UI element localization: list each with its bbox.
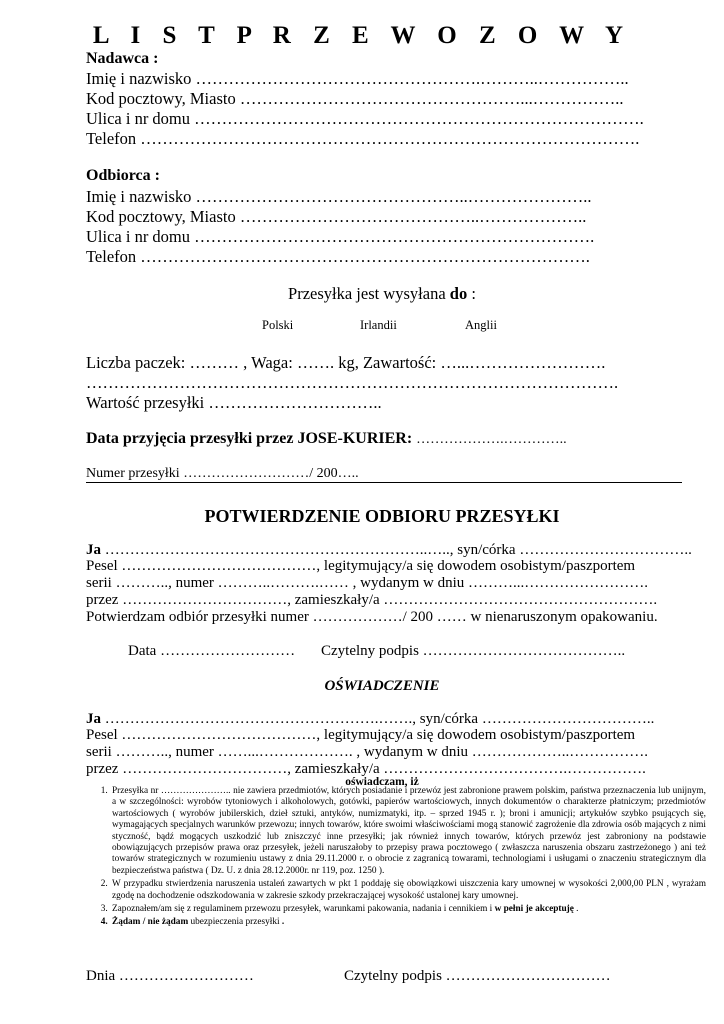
- footer-date-field[interactable]: Dnia ………………………: [86, 968, 254, 984]
- confirmation-statement[interactable]: Potwierdzam odbiór przesyłki numer ………………/ 200 …… w nienaruszonym opakowaniu.: [86, 609, 658, 625]
- term-item-4[interactable]: 4. Żądam / nie żądam ubezpieczenia przesyłki .: [110, 917, 706, 928]
- confirmation-signature-field[interactable]: Czytelny podpis …………………………………..: [321, 643, 626, 659]
- document-title: L I S T P R Z E W O Z O W Y: [92, 22, 632, 49]
- recipient-name-field[interactable]: Imię i nazwisko …………………………………………..…………………..: [86, 187, 592, 206]
- declaration-terms-list: [86, 786, 706, 931]
- destination-label: Przesyłka jest wysyłana do :: [288, 284, 476, 303]
- declaration-statement: oświadczam, iż: [345, 776, 419, 788]
- destination-option-england[interactable]: Anglii: [465, 318, 497, 332]
- package-details-field[interactable]: Liczba paczek: ……… , Waga: ……. kg, Zawartość: …...…………………….: [86, 353, 606, 372]
- declaration-id-series-field[interactable]: serii ……….., numer ……...………………. , wydanym w dniu ………………..…………….: [86, 744, 649, 760]
- declaration-ja-field[interactable]: Ja ……………………………………………….……., syn/córka ……………………………..: [86, 711, 655, 727]
- insurance-choice: Żądam / nie żądam: [112, 917, 189, 928]
- declaration-heading: OŚWIADCZENIE: [324, 678, 440, 694]
- section-divider: [86, 482, 682, 483]
- declaration-pesel-field[interactable]: Pesel …………………………………, legitymujący/a się dowodem osobistym/paszportem: [86, 727, 636, 743]
- recipient-phone-field[interactable]: Telefon ……………………………………………………………………….: [86, 247, 590, 266]
- confirmation-issuer-field[interactable]: przez ……………………………, zamieszkały/a ……………………………………………….: [86, 592, 658, 608]
- confirmation-heading: POTWIERDZENIE ODBIORU PRZESYŁKI: [204, 506, 560, 526]
- destination-option-poland[interactable]: Polski: [262, 318, 294, 332]
- confirmation-id-series-field[interactable]: serii ……….., numer ………..……….…… , wydanym w dniu ………...…………………….: [86, 575, 649, 591]
- package-value-field[interactable]: Wartość przesyłki …………………………..: [86, 393, 382, 412]
- sender-name-field[interactable]: Imię i nazwisko …………………………………………….………..……………..: [86, 69, 629, 88]
- term-item-1: 1. Przesyłka nr ………………….. nie zawiera przedmiotów, których posiadanie i przewóz jest zabronione prawem polskim, państwa przeznaczenia lub unijnym, a w szczególności: wyrobów tytoniowych i alkoholowych, gotówki, papierów wartościowych, innych dokumentów o charakterze płatniczym; przedmiotów wartościowych ( wyrobów jubilerskich, dzieł sztuki, antyków, numizmatyki, itp. – sprzed 1945 r. ); broni i amunicji; artykułów szybko psujących się, wymagających specjalnych warunków przewozu; innych towarów, które swoimi właściwościami mogą stanowić zagrożenie dla zdrowia osób mających z nimi styczność, bądź mogących uszkodzić lub zniszczyć inne przesyłki; jak również innych towarów, których przewóz jest zabroniony na podstawie obowiązujących przepisów prawa oraz przesyłek, jeżeli naruszałoby to przepisy prawa pocztowego ( zwłaszcza naruszenia obszaru zastrzeżonego ) ani też towarów strategicznych w rozumieniu ustawy z dnia 29.11.2000 r. o obrocie z zagranicą towarami, technologiami i usługami o znaczeniu strategicznym dla bezpieczeństwa państwa ( Dz. U. z dnia 28.12.2000r. nr 119, poz. 1250 ).: [110, 786, 706, 877]
- sender-street-field[interactable]: Ulica i nr domu ……………………………………………………………………….: [86, 109, 644, 128]
- recipient-postal-field[interactable]: Kod pocztowy, Miasto ……………………………………..………………..: [86, 207, 587, 226]
- term-item-3: 3. Zapoznałem/am się z regulaminem przewozu przesyłek, warunkami pakowania, nadania i cennikiem i w pełni je akceptuję .: [110, 904, 706, 915]
- sender-heading: Nadawca :: [86, 50, 159, 67]
- acceptance-date-label: Data przyjęcia przesyłki przez JOSE-KURIER:: [86, 430, 413, 447]
- confirmation-ja-field[interactable]: Ja ………………………………………………………..….., syn/córka ……………………………..: [86, 542, 692, 558]
- sender-phone-field[interactable]: Telefon ……………………………………………………………………………….: [86, 129, 640, 148]
- recipient-heading: Odbiorca :: [86, 167, 160, 184]
- destination-option-ireland[interactable]: Irlandii: [360, 318, 397, 332]
- declaration-issuer-field[interactable]: przez ……………………………, zamieszkały/a ……………………………….…………….: [86, 761, 646, 777]
- sender-postal-field[interactable]: Kod pocztowy, Miasto ……………………………………………...……………..: [86, 89, 624, 108]
- shipment-number-field[interactable]: Numer przesyłki ………………………/ 200…..: [86, 466, 359, 481]
- term-item-2: 2. W przypadku stwierdzenia naruszenia ustaleń zawartych w pkt 1 poddaję się obowiązkowi uiszczenia kary umownej w wysokości 2,000,00 PLN , wyrażam zgodę na dochodzenie odszkodowania w zakresie szkody przekraczającej wysokość ustalonej kary umownej.: [110, 879, 706, 902]
- package-contents-continuation[interactable]: …………………………………………………………………………………….: [86, 373, 619, 392]
- acceptance-date-field[interactable]: Data przyjęcia przesyłki przez JOSE-KURIER: ……………….…………..: [86, 430, 567, 447]
- footer-signature-field[interactable]: Czytelny podpis ……………………………: [344, 968, 611, 984]
- confirmation-pesel-field[interactable]: Pesel …………………………………, legitymujący/a się dowodem osobistym/paszportem: [86, 558, 636, 574]
- recipient-street-field[interactable]: Ulica i nr domu ……………………………………………………………….: [86, 227, 595, 246]
- confirmation-date-field[interactable]: Data ………………………: [128, 643, 296, 659]
